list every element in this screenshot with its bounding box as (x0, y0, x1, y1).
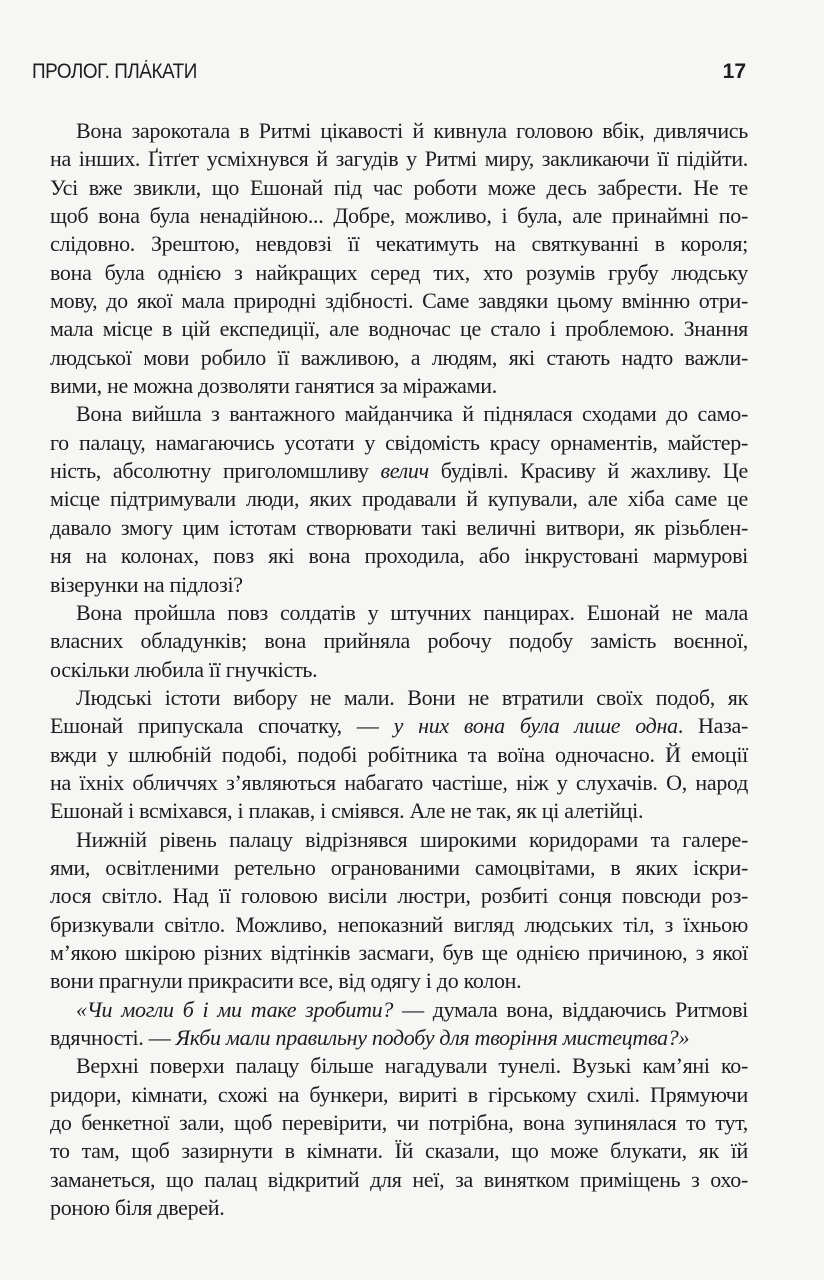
text-line (50, 1166, 748, 1194)
paragraph (50, 996, 748, 1053)
text-line (50, 485, 748, 513)
text-line (50, 1052, 748, 1080)
text-line (50, 939, 748, 967)
text-segment: вжди у шлюбній подобі, подобі робітника та воїна одночасно. Й емоції (50, 741, 748, 767)
text-segment: вими, не можна дозволяти ганятися за міражами. (50, 373, 497, 399)
text-segment: Верхні поверхи палацу більше нагадували тунелі. Вузькі кам’яні ко- (76, 1053, 748, 1079)
italic-text: велич (380, 458, 429, 484)
text-line (50, 429, 748, 457)
italic-text: «Чи могли б і ми таке зробити? (76, 996, 394, 1022)
text-segment: Людські істоти вибору не мали. Вони не втратили своїх подоб, як (76, 684, 748, 710)
text-segment: ня на колонах, повз які вона проходила, або інкрустовані мармурові (50, 543, 748, 569)
text-line (50, 1081, 748, 1109)
text-line (50, 712, 748, 740)
text-line (50, 372, 748, 400)
text-segment: . Наза- (677, 713, 748, 739)
text-segment: щоб вона була ненадійною... Добре, можливо, і була, але принаймні по- (50, 203, 748, 229)
paragraph (50, 826, 748, 996)
text-line (50, 1024, 748, 1052)
text-segment: лося світло. Над її головою висіли люстри, розбиті сонця повсюди роз- (50, 883, 748, 909)
text-line (50, 741, 748, 769)
text-line (50, 571, 748, 599)
text-segment: ність, абсолютну приголомшливу (50, 458, 381, 484)
text-segment: Вона вийшла з вантажного майданчика й піднялася сходами до само- (76, 401, 748, 427)
text-segment: Вона пройшла повз солдатів у штучних панцирах. Ешонай не мала (76, 599, 748, 625)
text-segment: бризкували світло. Можливо, непоказний вигляд людських тіл, з їхньою (50, 911, 748, 937)
text-segment: вони прагнули прикрасити все, від одягу і до колон. (50, 968, 522, 994)
text-segment: вона була однією з найкращих серед тих, хто розумів грубу людську (50, 259, 748, 285)
paragraph (50, 1052, 748, 1222)
text-line (50, 656, 748, 684)
text-line (50, 457, 748, 485)
text-segment: оскільки любила її гнучкість. (50, 656, 318, 682)
text-segment: — думала вона, віддаючись Ритмові (393, 996, 748, 1022)
text-line (50, 400, 748, 428)
text-segment: заманеться, що палац відкритий для неї, за винятком приміщень з охо- (50, 1166, 748, 1192)
text-segment: Вона зарокотала в Ритмі цікавості й кивнула головою вбік, дивлячись (76, 118, 748, 143)
text-line (50, 1109, 748, 1137)
paragraph (50, 684, 748, 826)
paragraph (50, 599, 748, 684)
text-line (50, 684, 748, 712)
text-segment: Нижній рівень палацу відрізнявся широкими коридорами та галере- (76, 826, 748, 852)
text-line (50, 174, 748, 202)
text-line (50, 826, 748, 854)
italic-text: у них вона була лише одна (393, 713, 678, 739)
text-line (50, 1137, 748, 1165)
text-line (50, 854, 748, 882)
text-line (50, 599, 748, 627)
text-segment: місце підтримували люди, яких продавали й купували, але хіба саме це (50, 486, 748, 512)
text-line (50, 542, 748, 570)
text-segment: давало змогу цим істотам створювати такі величні витвори, як різьблен- (50, 514, 748, 540)
text-line (50, 514, 748, 542)
text-segment: Усі вже звикли, що Ешонай під час роботи може десь забрести. Не те (50, 174, 748, 200)
text-segment: ями, освітленими ретельно огранованими самоцвітами, в яких іскри- (50, 854, 748, 880)
text-segment: до бенкетної зали, щоб перевірити, чи потрібна, вона зупинялася то тут, (50, 1110, 748, 1136)
text-line (50, 287, 748, 315)
text-segment: Ешонай і всміхався, і плакав, і сміявся. Але не так, як ці алетійці. (50, 798, 644, 824)
chapter-title: ПРОЛОГ. ПЛА́КАТИ (32, 60, 197, 83)
text-line (50, 882, 748, 910)
text-segment: мала місце в цій експедиції, але водночас це стало і проблемою. Знання (50, 316, 748, 342)
text-segment: го палацу, намагаючись усотати у свідомість красу орнаментів, майстер- (50, 429, 748, 455)
text-line (50, 315, 748, 343)
text-line (50, 797, 748, 825)
text-line (50, 996, 748, 1024)
text-segment: будівлі. Красиву й жахливу. Це (428, 458, 748, 484)
text-segment: Ешонай припускала спочатку, — (50, 713, 394, 739)
text-segment: власних обладунків; вона прийняла робочу подобу замість воєнної, (50, 628, 748, 654)
text-line (50, 202, 748, 230)
page-number: 17 (722, 60, 746, 83)
text-line (50, 911, 748, 939)
italic-text: Якби мали правильну подобу для творіння мистецтва?» (175, 1025, 690, 1050)
paragraph (50, 400, 748, 598)
text-line (50, 230, 748, 258)
text-line (50, 259, 748, 287)
text-segment: на їхніх обличчях з’являються набагато частіше, ніж у слухачів. О, народ (50, 769, 748, 795)
text-segment: ридори, кімнати, схожі на бункери, вириті в гірському схилі. Прямуючи (50, 1081, 748, 1107)
text-line (50, 145, 748, 173)
text-segment: то там, щоб зазирнути в кімнати. Їй сказали, що може блукати, як їй (50, 1138, 748, 1164)
text-segment: м’якою шкірою різних відтінків засмаги, був ще однією причиною, з якої (50, 939, 748, 965)
body-text (50, 117, 748, 1222)
text-segment: мову, до якої мала природні здібності. Саме завдяки цьому вмінню отри- (50, 288, 748, 314)
text-segment: роною біля дверей. (50, 1195, 225, 1221)
text-segment: візерунки на підлозі? (50, 571, 243, 597)
text-line (50, 627, 748, 655)
paragraph (50, 117, 748, 400)
text-segment: людської мови робило її важливою, а людям, які стають надто важли- (50, 344, 748, 370)
text-segment: на інших. Ґітґет усміхнувся й загудів у Ритмі миру, закликаючи її підійти. (50, 146, 748, 172)
text-line (50, 1194, 748, 1222)
text-segment: вдячності. — (50, 1025, 176, 1050)
text-line (50, 769, 748, 797)
text-segment: слідовно. Зрештою, невдовзі її чекатимуть на святкуванні в короля; (50, 231, 748, 257)
text-line (50, 344, 748, 372)
running-header (32, 60, 746, 90)
text-line (50, 117, 748, 145)
text-line (50, 967, 748, 995)
